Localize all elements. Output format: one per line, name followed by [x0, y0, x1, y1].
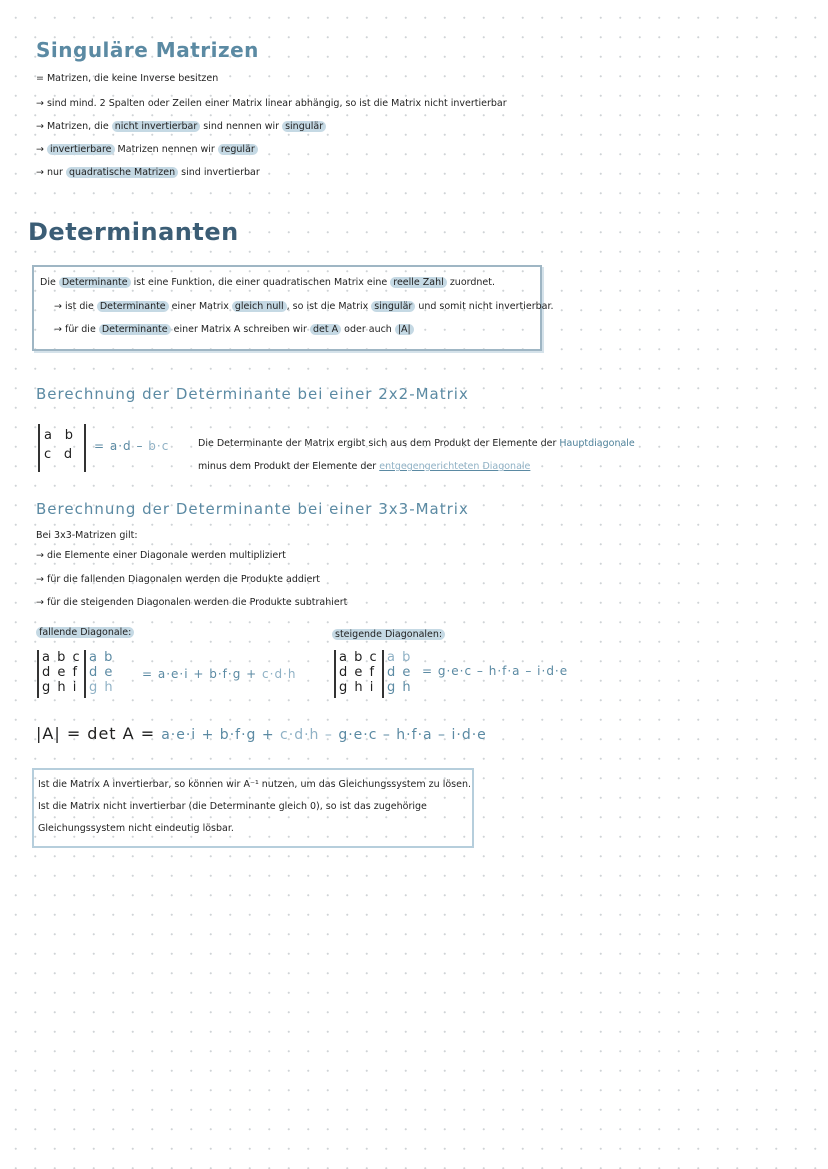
description-line	[198, 437, 635, 450]
matrix-row: g h	[89, 680, 115, 695]
definition-line	[40, 276, 495, 289]
text-line: → für die steigenden Diagonalen werden die Produkte subtrahiert	[36, 597, 348, 608]
text-line: = Matrizen, die keine Inverse besitzen	[36, 73, 219, 84]
text-span: ist eine Funktion, die einer quadratischen Matrix eine	[130, 277, 391, 288]
text-line	[36, 166, 260, 179]
matrix-bar-left	[37, 650, 39, 698]
label-steigend	[332, 628, 445, 641]
section-title-determinanten: Determinanten	[28, 218, 239, 246]
highlight: |A|	[395, 324, 414, 335]
matrix-bar-right	[84, 424, 86, 472]
formula-secondary: c·d·h	[262, 667, 297, 681]
formula-lead: |A| = det A =	[36, 724, 162, 743]
highlight: Determinante	[97, 301, 169, 312]
matrix-row: g h i	[42, 680, 78, 695]
matrix-3x3	[339, 650, 378, 695]
matrix-2x2	[44, 428, 74, 462]
matrix-row: a b	[44, 428, 75, 443]
formula-2x2	[94, 439, 169, 453]
matrix-row: d e	[89, 665, 114, 680]
highlight: fallende Diagonale:	[36, 627, 134, 638]
text-span: oder auch	[341, 324, 395, 335]
definition-point	[54, 323, 414, 336]
matrix-bar-right	[382, 650, 384, 698]
matrix-row: a b	[387, 650, 412, 665]
label-fallend	[36, 626, 134, 639]
text-span: → ist die	[54, 301, 97, 312]
text-span: minus dem Produkt der Elemente der	[198, 461, 380, 472]
section-title-3x3: Berechnung der Determinante bei einer 3x3-Matrix	[36, 500, 469, 518]
highlight: invertierbare	[47, 144, 115, 155]
text-line	[36, 120, 326, 133]
formula-main: a·e·i + b·f·g +	[161, 727, 281, 743]
matrix-row: g h i	[339, 680, 375, 695]
text-line: → für die fallenden Diagonalen werden die Produkte addiert	[36, 574, 321, 585]
text-line: → sind mind. 2 Spalten oder Zeilen einer Matrix linear abhängig, so ist die Matrix nicht invertierbar	[36, 98, 507, 109]
text-span: →	[36, 144, 47, 155]
text-span: → Matrizen, die	[36, 121, 112, 132]
matrix-extension	[387, 650, 412, 695]
text-span: zuordnet.	[446, 277, 496, 288]
text-emph: entgegengerichteten Diagonale	[379, 461, 531, 472]
matrix-bar-left	[38, 424, 40, 472]
matrix-extension	[89, 650, 114, 695]
text-span: → nur	[36, 167, 66, 178]
text-span: und somit nicht invertierbar.	[415, 301, 554, 312]
text-line: → die Elemente einer Diagonale werden multipliziert	[36, 550, 286, 561]
highlight: singulär	[371, 301, 415, 312]
highlight: gleich null	[232, 301, 287, 312]
highlight: Determinante	[59, 277, 131, 288]
matrix-bar-right	[84, 650, 86, 698]
text-span: Die	[40, 277, 59, 288]
formula-total	[36, 724, 487, 743]
section-title-singular: Singuläre Matrizen	[36, 38, 259, 62]
formula-steigend: = g·e·c – h·f·a – i·d·e	[422, 664, 569, 678]
text-span: → für die	[54, 324, 99, 335]
formula-main: = a·e·i + b·f·g +	[142, 667, 263, 681]
note-line: Gleichungssystem nicht eindeutig lösbar.	[38, 823, 234, 834]
formula-secondary: b·c	[148, 439, 170, 453]
text-emph: Hauptdiagonale	[559, 438, 635, 449]
formula-main: g·e·c – h·f·a – i·d·e	[338, 727, 487, 743]
matrix-row: d e f	[339, 665, 376, 680]
formula-secondary: c·d·h –	[280, 727, 339, 743]
matrix-row: a b c	[42, 650, 82, 665]
highlight: det A	[310, 324, 341, 335]
matrix-row: g h	[387, 680, 413, 695]
matrix-row: d e f	[42, 665, 79, 680]
highlight: regulär	[218, 144, 258, 155]
text-span: Matrizen nennen wir	[114, 144, 218, 155]
highlight: singulär	[282, 121, 326, 132]
section-title-2x2: Berechnung der Determinante bei einer 2x2-Matrix	[36, 385, 469, 403]
text-span: , so ist die Matrix	[286, 301, 372, 312]
matrix-row: c d	[44, 447, 74, 462]
text-span: sind invertierbar	[178, 167, 260, 178]
highlight: steigende Diagonalen:	[332, 629, 445, 640]
matrix-row: a b	[89, 650, 114, 665]
matrix-bar-left	[334, 650, 336, 698]
text-line	[36, 143, 258, 156]
note-line: Ist die Matrix nicht invertierbar (die Determinante gleich 0), so ist das zugehörige	[38, 801, 427, 812]
highlight: reelle Zahl	[390, 277, 447, 288]
highlight: nicht invertierbar	[112, 121, 201, 132]
highlight: Determinante	[99, 324, 171, 335]
matrix-3x3	[42, 650, 81, 695]
highlight: quadratische Matrizen	[66, 167, 178, 178]
formula-fallend	[142, 667, 296, 681]
text-line: Bei 3x3-Matrizen gilt:	[36, 530, 138, 541]
description-line	[198, 460, 530, 473]
matrix-row: a b c	[339, 650, 379, 665]
text-span: einer Matrix A schreiben wir	[170, 324, 310, 335]
text-span: einer Matrix	[168, 301, 232, 312]
formula-main: = a·d –	[94, 439, 149, 453]
note-line: Ist die Matrix A invertierbar, so können wir A⁻¹ nutzen, um das Gleichungssystem zu lösen.	[38, 779, 471, 790]
text-span: sind nennen wir	[200, 121, 283, 132]
text-span: Die Determinante der Matrix ergibt sich aus dem Produkt der Elemente der	[198, 438, 560, 449]
matrix-row: d e	[387, 665, 412, 680]
definition-point	[54, 300, 554, 313]
